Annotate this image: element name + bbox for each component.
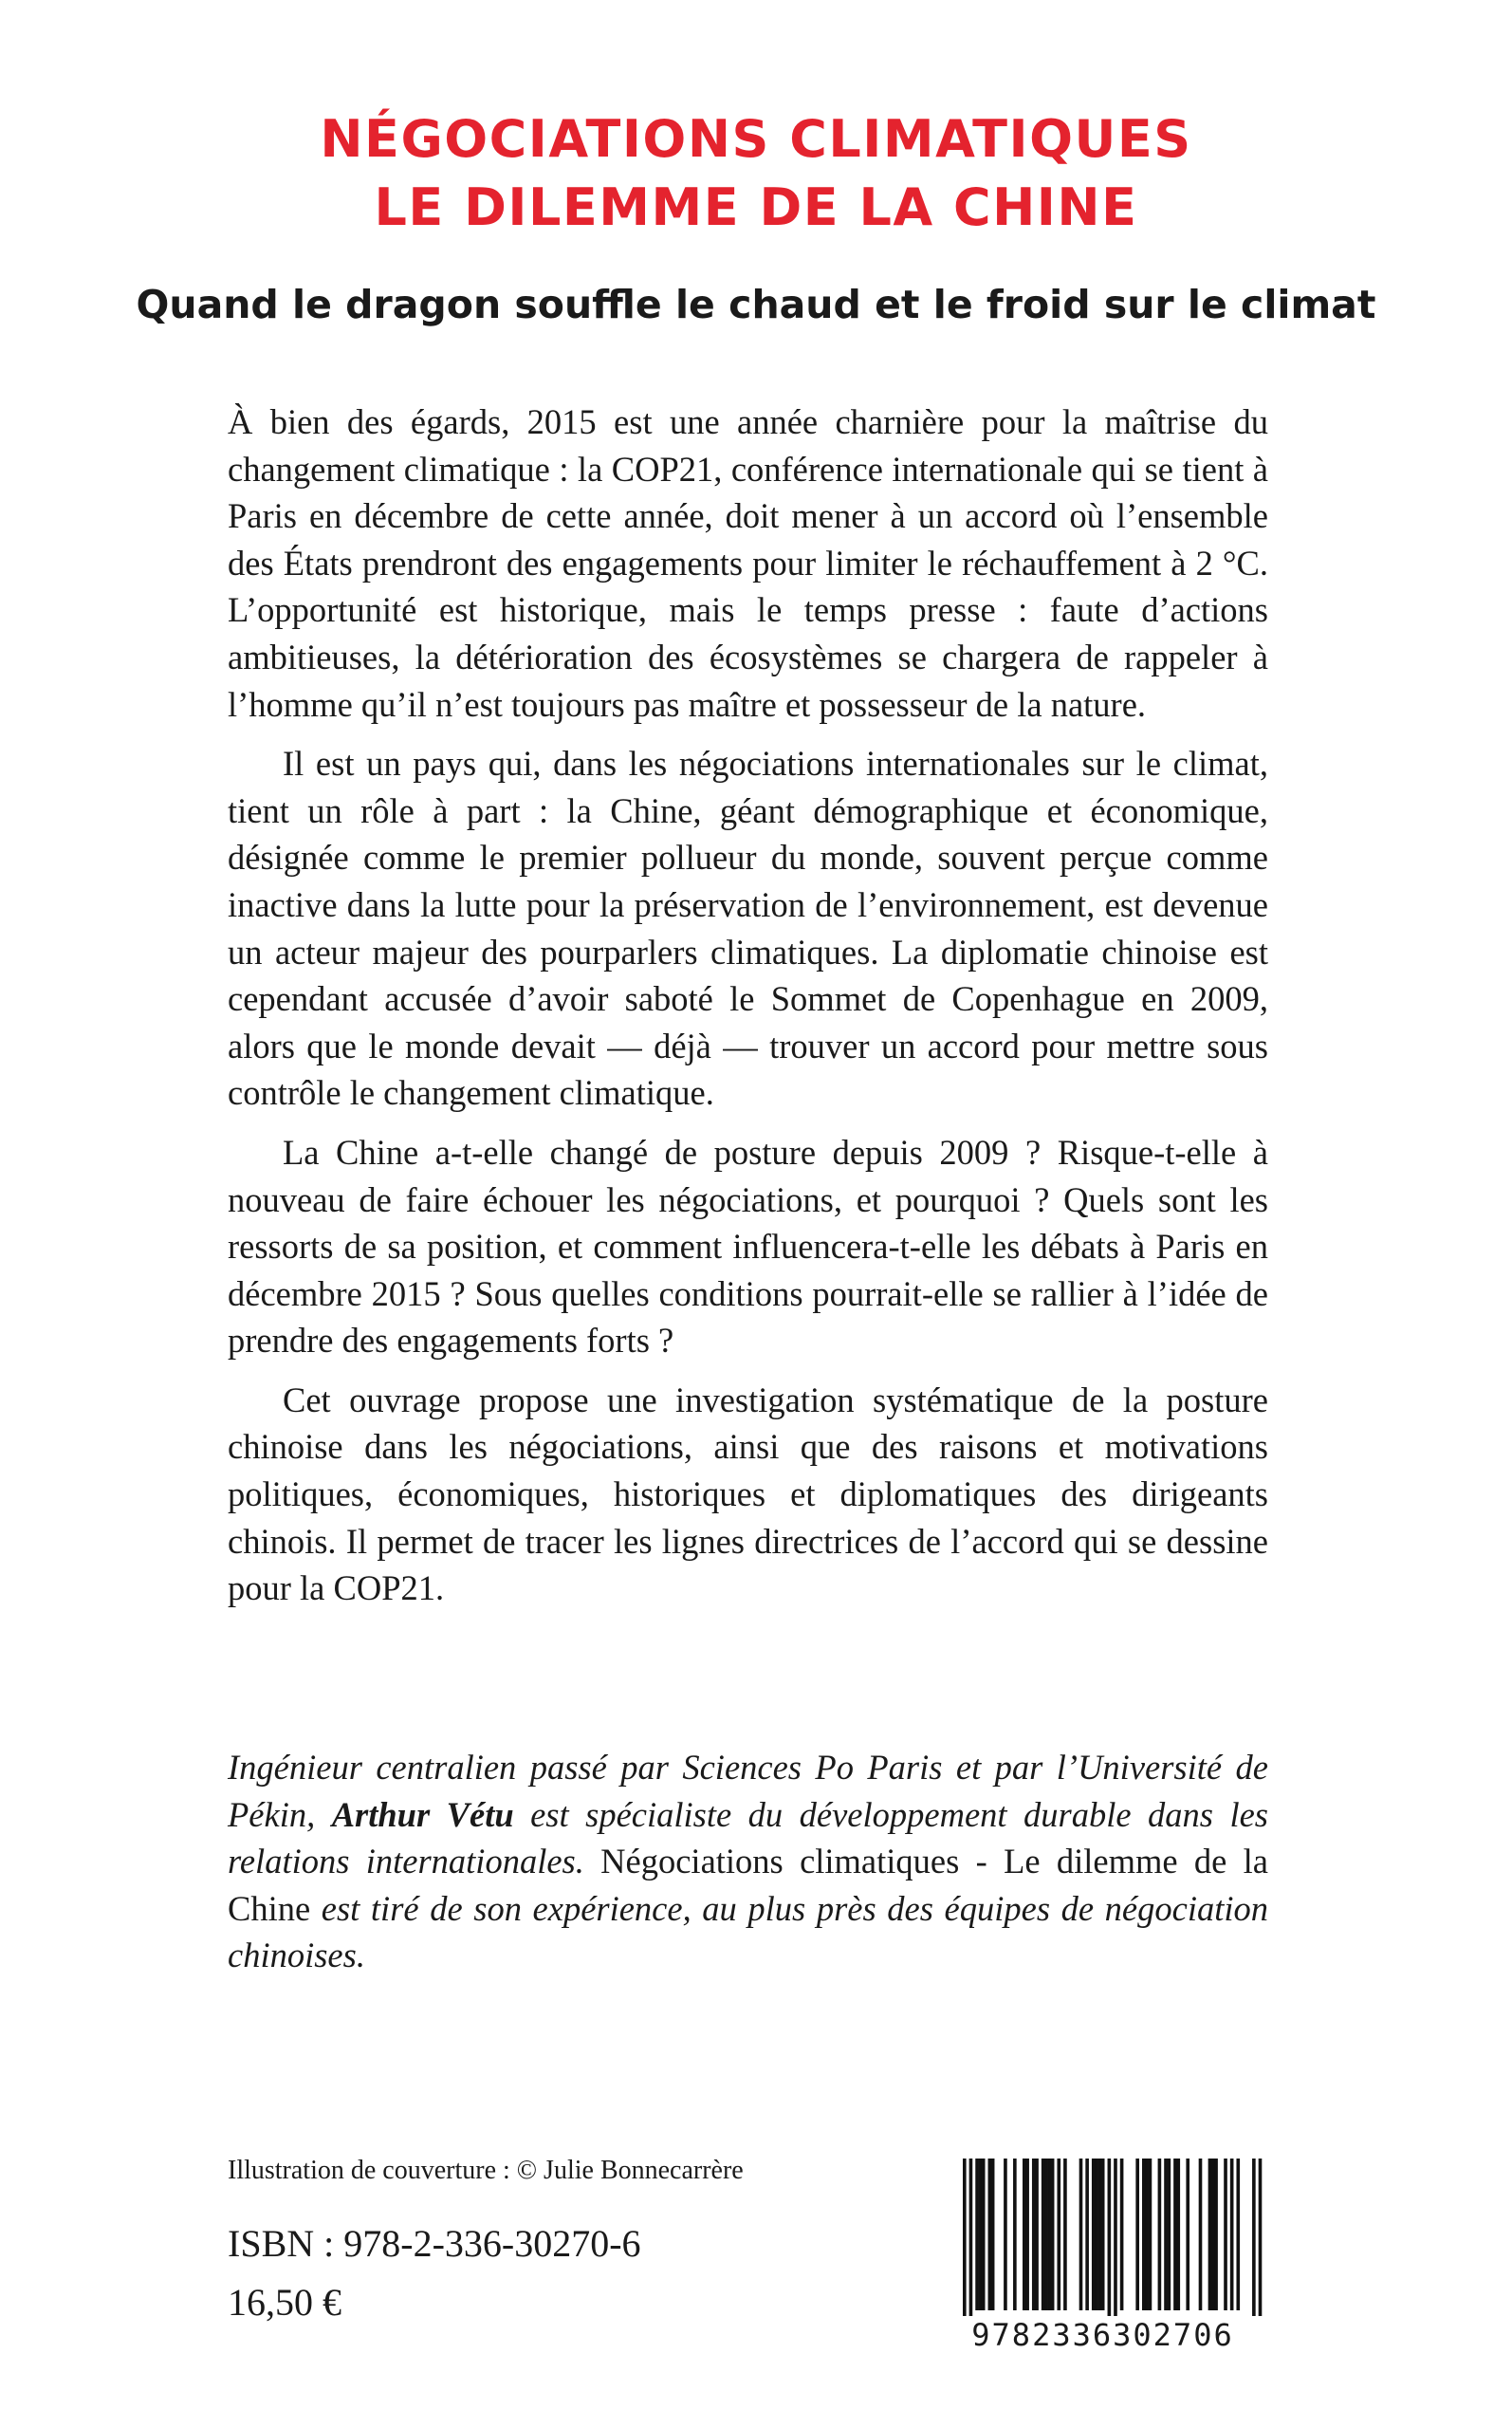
barcode-bar: [1164, 2159, 1168, 2310]
barcode-bar: [1101, 2159, 1105, 2310]
blurb-paragraph-4: Cet ouvrage propose une investigation systématique de la posture chinoise dans les négociations, ainsi que des raisons et motivations politiques, économiques, historiques et diplomatiques des dirigeants chinois. Il permet de tracer les lignes directrices de l’accord qui se dessine pour la COP21.: [228, 1380, 1268, 1608]
barcode-bar: [1158, 2159, 1162, 2310]
barcode-bar: [1252, 2159, 1256, 2320]
barcode-bar: [1199, 2159, 1203, 2310]
book-title-reference: Négociations climatiques - Le dilemme de la Chine: [228, 1842, 1268, 1928]
barcode-bar: [963, 2159, 967, 2320]
barcode-bar: [1208, 2159, 1212, 2310]
barcode-bar: [1085, 2159, 1089, 2310]
barcode-bar: [1135, 2159, 1139, 2310]
barcode-bar: [1186, 2159, 1189, 2310]
barcode-bars: [934, 2159, 1271, 2320]
author-bio-outro: est tiré de son expérience, au plus près des équipes de négociation chinoises.: [228, 1888, 1268, 1975]
barcode-bar: [1236, 2159, 1240, 2310]
barcode-bar: [1063, 2159, 1067, 2310]
barcode-bar: [988, 2159, 992, 2310]
barcode-bar: [1095, 2159, 1098, 2310]
barcode-bar: [1211, 2159, 1215, 2310]
barcode-bar: [1142, 2159, 1146, 2310]
author-bio: [228, 1744, 1268, 1979]
barcode-bar: [1057, 2159, 1060, 2310]
barcode-bar: [1173, 2159, 1177, 2310]
barcode-bar: [1013, 2159, 1017, 2310]
barcode-bar: [1214, 2159, 1218, 2310]
barcode-bar: [975, 2159, 979, 2310]
barcode-bar: [1145, 2159, 1149, 2310]
barcode-bar: [1230, 2159, 1234, 2310]
author-name: Arthur Vétu: [331, 1794, 514, 1834]
cover-illustration-credit: Illustration de couverture : © Julie Bonnecarrère: [228, 2156, 744, 2185]
barcode-bar: [1259, 2159, 1263, 2320]
isbn-barcode: [934, 2159, 1271, 2360]
barcode-bar: [979, 2159, 983, 2310]
barcode-bar: [1042, 2159, 1045, 2310]
barcode-bar: [1176, 2159, 1180, 2310]
barcode-digits: 9782336302706: [934, 2316, 1271, 2354]
book-title-line-1: NÉGOCIATIONS CLIMATIQUES: [320, 109, 1192, 169]
blurb-paragraph-3: La Chine a-t-elle changé de posture depuis 2009 ? Risque-t-elle à nouveau de faire échouer les négociations, et pourquoi ? Quels sont les ressorts de sa position, et comment influencera-t-elle les débats à Paris en décembre 2015 ? Sous quelles conditions pourrait-elle se rallier à l’idée de prendre des engagements forts ?: [228, 1132, 1268, 1361]
barcode-bar: [1224, 2159, 1227, 2310]
blurb-paragraph-2: Il est un pays qui, dans les négociations internationales sur le climat, tient un rôle à part : la Chine, géant démographique et économique, désignée comme le premier pollueur du monde, souvent perçue comme inactive dans la lutte pour la préservation de l’environnement, est devenue un acteur majeur des pourparlers climatiques. La diplomatie chinoise est cependant accusée d’avoir saboté le Sommet de Copenhague en 2009, alors que le monde devait — déjà — trouver un accord pour mettre sous contrôle le changement climatique.: [228, 744, 1268, 1113]
barcode-bar: [1168, 2159, 1171, 2310]
barcode-bar: [1079, 2159, 1083, 2310]
book-subtitle: Quand le dragon souffle le chaud et le froid sur le climat: [136, 282, 1376, 327]
barcode-bar: [1098, 2159, 1102, 2310]
barcode-bar: [1149, 2159, 1152, 2310]
barcode-bar: [1114, 2159, 1117, 2320]
barcode-bar: [1035, 2159, 1039, 2310]
barcode-bar: [991, 2159, 995, 2310]
barcode-bar: [969, 2159, 973, 2320]
blurb-paragraph-1: À bien des égards, 2015 est une année charnière pour la maîtrise du changement climatique : la COP21, conférence internationale qui se tient à Paris en décembre de cette année, doit mener à un accord où l’ensemble des États prendront des engagements pour limiter le réchauffement à 2 °C. L’opportunité est historique, mais le temps presse : faute d’actions ambitieuses, la détérioration des écosystèmes se chargera de rappeler à l’homme qu’il n’est toujours pas maître et possesseur de la nature.: [228, 402, 1268, 724]
barcode-bar: [1092, 2159, 1096, 2310]
barcode-bar: [1048, 2159, 1052, 2310]
barcode-bar: [1108, 2159, 1112, 2320]
barcode-bar: [1025, 2159, 1029, 2310]
author-bio-intro: Ingénieur centralien passé par Sciences Po Paris et par l’Université de Pékin,: [228, 1748, 1268, 1834]
barcode-bar: [1004, 2159, 1007, 2310]
barcode-bar: [1120, 2159, 1124, 2310]
author-bio-role: est spécialiste du développement durable dans les relations internationales.: [228, 1794, 1268, 1881]
barcode-bar: [1023, 2159, 1026, 2310]
blurb-text: [228, 398, 1268, 1624]
barcode-bar: [1032, 2159, 1036, 2310]
price: 16,50 €: [228, 2281, 341, 2324]
barcode-bar: [1051, 2159, 1055, 2310]
barcode-bar: [1044, 2159, 1048, 2310]
isbn: ISBN : 978-2-336-30270-6: [228, 2222, 641, 2265]
barcode-bar: [982, 2159, 986, 2310]
book-title-line-2: LE DILEMME DE LA CHINE: [374, 177, 1138, 237]
